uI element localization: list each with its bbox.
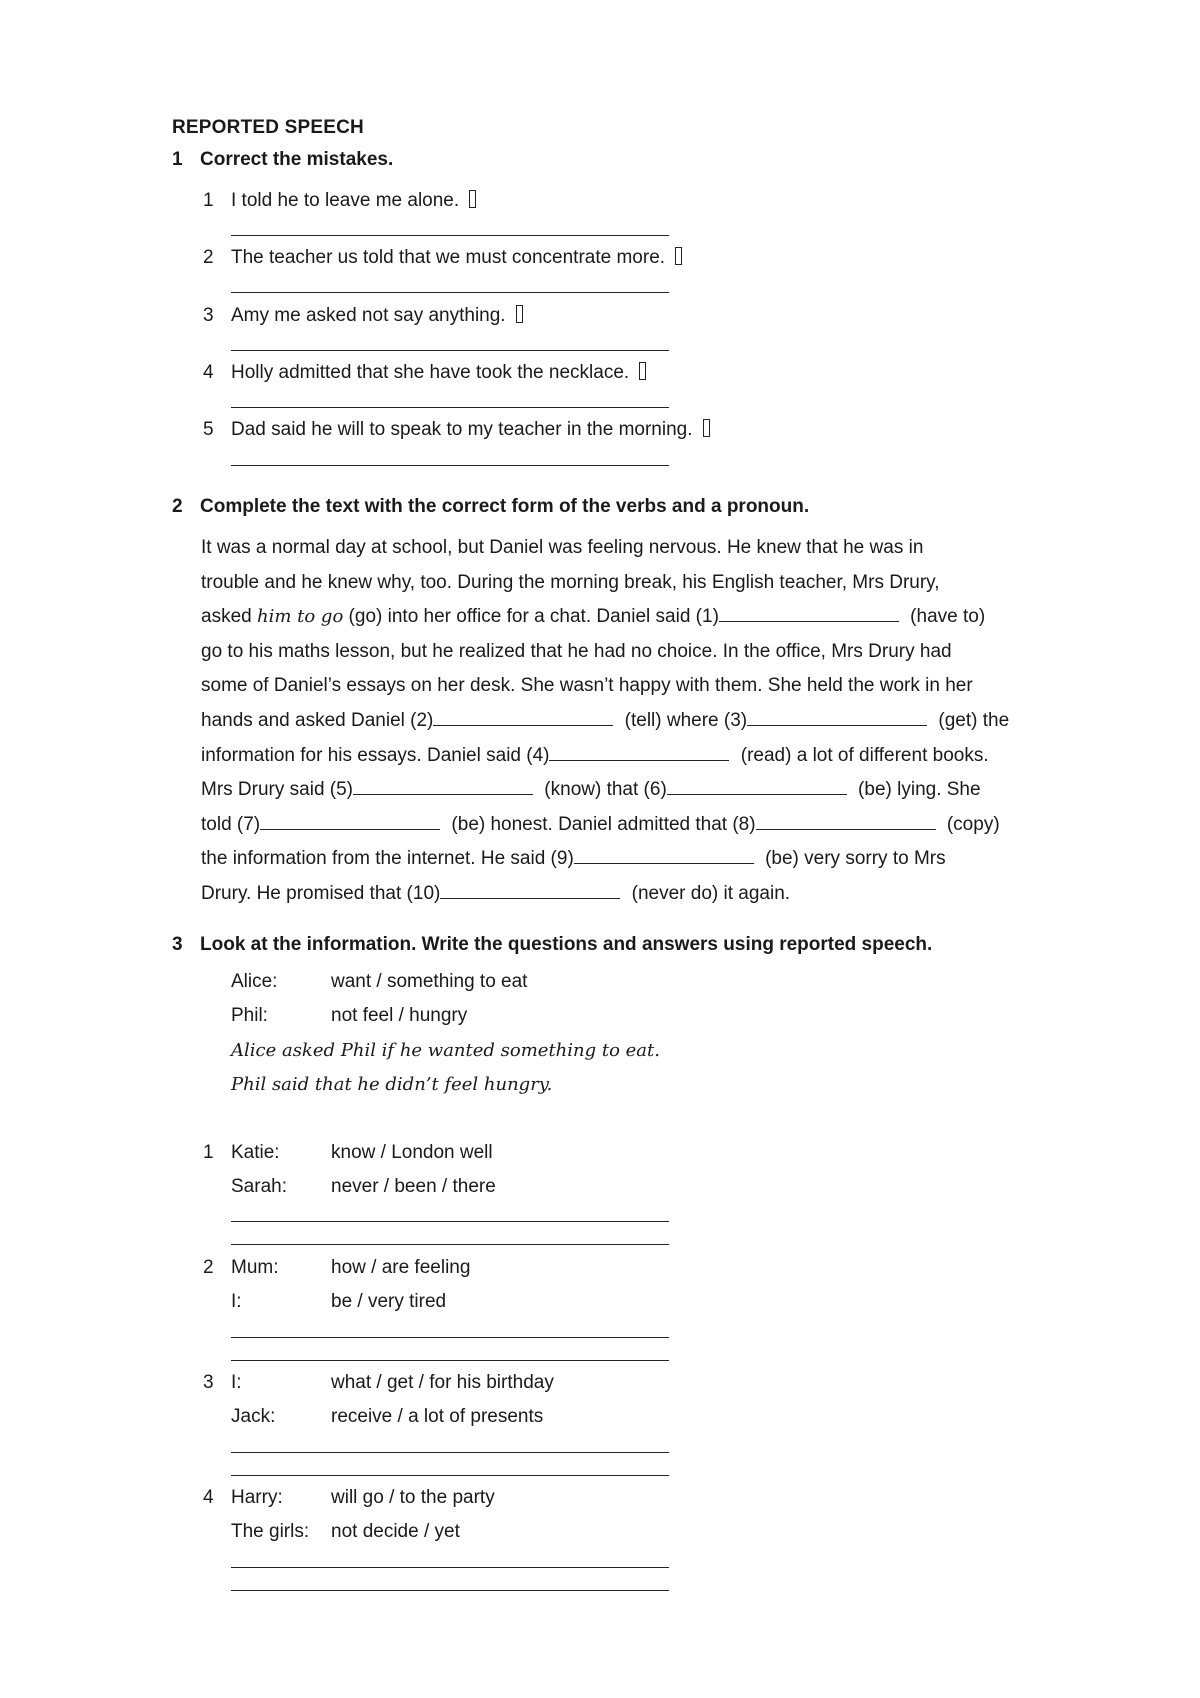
blank-6[interactable] (667, 780, 847, 795)
blank-5[interactable] (353, 780, 533, 795)
checkbox-icon[interactable] (639, 362, 646, 380)
answer-line[interactable] (231, 350, 669, 351)
text-fragment: (know) that (6) (539, 779, 667, 801)
text-fragment: (read) a lot of different books. (735, 744, 989, 766)
text-fragment: (get) the (933, 709, 1010, 731)
speaker-label: Sarah: (231, 1176, 287, 1197)
prompt-line (231, 1372, 554, 1394)
section-2-heading (172, 496, 809, 518)
text-fragment: (go) into her office for a chat. Daniel said (1) (343, 606, 719, 628)
blank-4[interactable] (549, 746, 729, 761)
checkbox-icon[interactable] (675, 247, 682, 265)
prompt-line (231, 1257, 470, 1279)
text-line: trouble and he knew why, too. During the morning break, his English teacher, Mrs Drury, (201, 571, 940, 593)
answer-line[interactable] (231, 1475, 669, 1476)
text-line (201, 739, 1041, 774)
prompt-text: know / London well (331, 1142, 493, 1163)
example-line-1 (231, 971, 527, 993)
text-fragment: hands and asked Daniel (2) (201, 709, 434, 731)
speaker-label: Mum: (231, 1257, 279, 1278)
text-fragment: (be) very sorry to Mrs (759, 848, 946, 870)
prompt-text: be / very tired (331, 1291, 447, 1312)
section-title: Correct the mistakes. (200, 149, 394, 170)
speaker-label: Phil: (231, 1005, 268, 1026)
speaker-label: I: (231, 1291, 242, 1312)
text-line (201, 600, 1041, 635)
mistake-item (203, 362, 646, 384)
prompt-text: not decide / yet (331, 1521, 460, 1542)
speaker-label: Harry: (231, 1487, 283, 1508)
mistake-item (203, 305, 523, 327)
item-text: Holly admitted that she have took the necklace. (231, 362, 630, 383)
text-fragment: (be) honest. Daniel admitted that (8) (446, 813, 756, 835)
text-line: go to his maths lesson, but he realized that he had no choice. In the office, Mrs Drury had (201, 640, 952, 662)
item-text: The teacher us told that we must concentrate more. (231, 247, 666, 268)
blank-9[interactable] (574, 849, 754, 864)
gap-fill-text (201, 531, 1041, 912)
section-1-heading (172, 149, 393, 171)
checkbox-icon[interactable] (469, 190, 476, 208)
prompt-text: will go / to the party (331, 1487, 495, 1508)
text-fragment: (tell) where (3) (619, 709, 748, 731)
item-text: I told he to leave me alone. (231, 190, 460, 211)
text-fragment: Drury. He promised that (10) (201, 882, 441, 904)
section-number: 1 (172, 149, 183, 170)
item-text: Amy me asked not say anything. (231, 305, 506, 326)
prompt-text: not feel / hungry (331, 1005, 468, 1026)
blank-8[interactable] (756, 815, 936, 830)
prompt-line (231, 1176, 496, 1198)
text-line (201, 704, 1041, 739)
mistake-item (203, 190, 476, 212)
mistake-item (203, 247, 682, 269)
section-number: 3 (172, 934, 183, 955)
item-text: Dad said he will to speak to my teacher in the morning. (231, 419, 693, 440)
speaker-label: Jack: (231, 1406, 276, 1427)
prompt-line (231, 1406, 543, 1428)
blank-10[interactable] (440, 884, 620, 899)
prompt-line (231, 1142, 493, 1164)
speaker-label: Alice: (231, 971, 278, 992)
checkbox-icon[interactable] (516, 305, 523, 323)
answer-line[interactable] (231, 235, 669, 236)
text-line: some of Daniel’s essays on her desk. She wasn’t happy with them. She held the work in her (201, 675, 973, 697)
checkbox-icon[interactable] (703, 419, 710, 437)
answer-line[interactable] (231, 1567, 669, 1568)
blank-1[interactable] (719, 607, 899, 622)
item-number: 3 (203, 305, 214, 326)
item-number: 4 (203, 362, 214, 383)
text-line (201, 842, 1041, 877)
answer-line[interactable] (231, 1452, 669, 1453)
text-line (201, 808, 1041, 843)
text-fragment: the information from the internet. He said (9) (201, 848, 574, 870)
speaker-label: Katie: (231, 1142, 280, 1163)
blank-7[interactable] (260, 815, 440, 830)
answer-line[interactable] (231, 465, 669, 466)
text-line (201, 877, 1041, 912)
speaker-label: The girls: (231, 1521, 310, 1542)
item-number: 2 (203, 247, 214, 268)
answer-line[interactable] (231, 1360, 669, 1361)
answer-line[interactable] (231, 292, 669, 293)
text-fragment: asked (201, 606, 257, 628)
prompt-text: what / get / for his birthday (331, 1372, 554, 1393)
prompt-text: how / are feeling (331, 1257, 471, 1278)
example-line-2 (231, 1005, 467, 1027)
answer-line[interactable] (231, 1590, 669, 1591)
example-answer-1: Alice asked Phil if he wanted something to eat. (231, 1040, 660, 1061)
prompt-text: never / been / there (331, 1176, 496, 1197)
text-fragment: told (7) (201, 813, 261, 835)
question-number: 2 (203, 1257, 214, 1278)
prompt-line (231, 1291, 446, 1313)
prompt-line (231, 1521, 460, 1543)
text-fragment: (have to) (904, 606, 986, 628)
section-title: Look at the information. Write the questions and answers using reported speech. (200, 934, 933, 955)
answer-line[interactable] (231, 1337, 669, 1338)
section-3-heading (172, 934, 932, 956)
section-number: 2 (172, 496, 183, 517)
prompt-text: want / something to eat (331, 971, 528, 992)
question-number: 4 (203, 1487, 214, 1508)
answer-line[interactable] (231, 1221, 669, 1222)
question-number: 3 (203, 1372, 214, 1393)
answer-line[interactable] (231, 407, 669, 408)
text-fragment: Mrs Drury said (5) (201, 779, 354, 801)
blank-3[interactable] (747, 711, 927, 726)
worksheet-title: REPORTED SPEECH (172, 117, 364, 138)
answer-line[interactable] (231, 1244, 669, 1245)
text-fragment: information for his essays. Daniel said (4) (201, 744, 550, 766)
question-number: 1 (203, 1142, 214, 1163)
text-fragment: (never do) it again. (626, 882, 791, 904)
blank-2[interactable] (433, 711, 613, 726)
prompt-line (231, 1487, 495, 1509)
section-title: Complete the text with the correct form of the verbs and a pronoun. (200, 496, 810, 517)
text-line (201, 773, 1041, 808)
example-answer: him to go (256, 606, 344, 628)
item-number: 1 (203, 190, 214, 211)
text-fragment: (copy) (941, 813, 1000, 835)
text-fragment: (be) lying. She (852, 779, 981, 801)
mistake-item (203, 419, 710, 441)
speaker-label: I: (231, 1372, 242, 1393)
example-answer-2: Phil said that he didn’t feel hungry. (231, 1074, 553, 1095)
text-line: It was a normal day at school, but Daniel was feeling nervous. He knew that he was in (201, 537, 924, 558)
prompt-text: receive / a lot of presents (331, 1406, 544, 1427)
item-number: 5 (203, 419, 214, 440)
